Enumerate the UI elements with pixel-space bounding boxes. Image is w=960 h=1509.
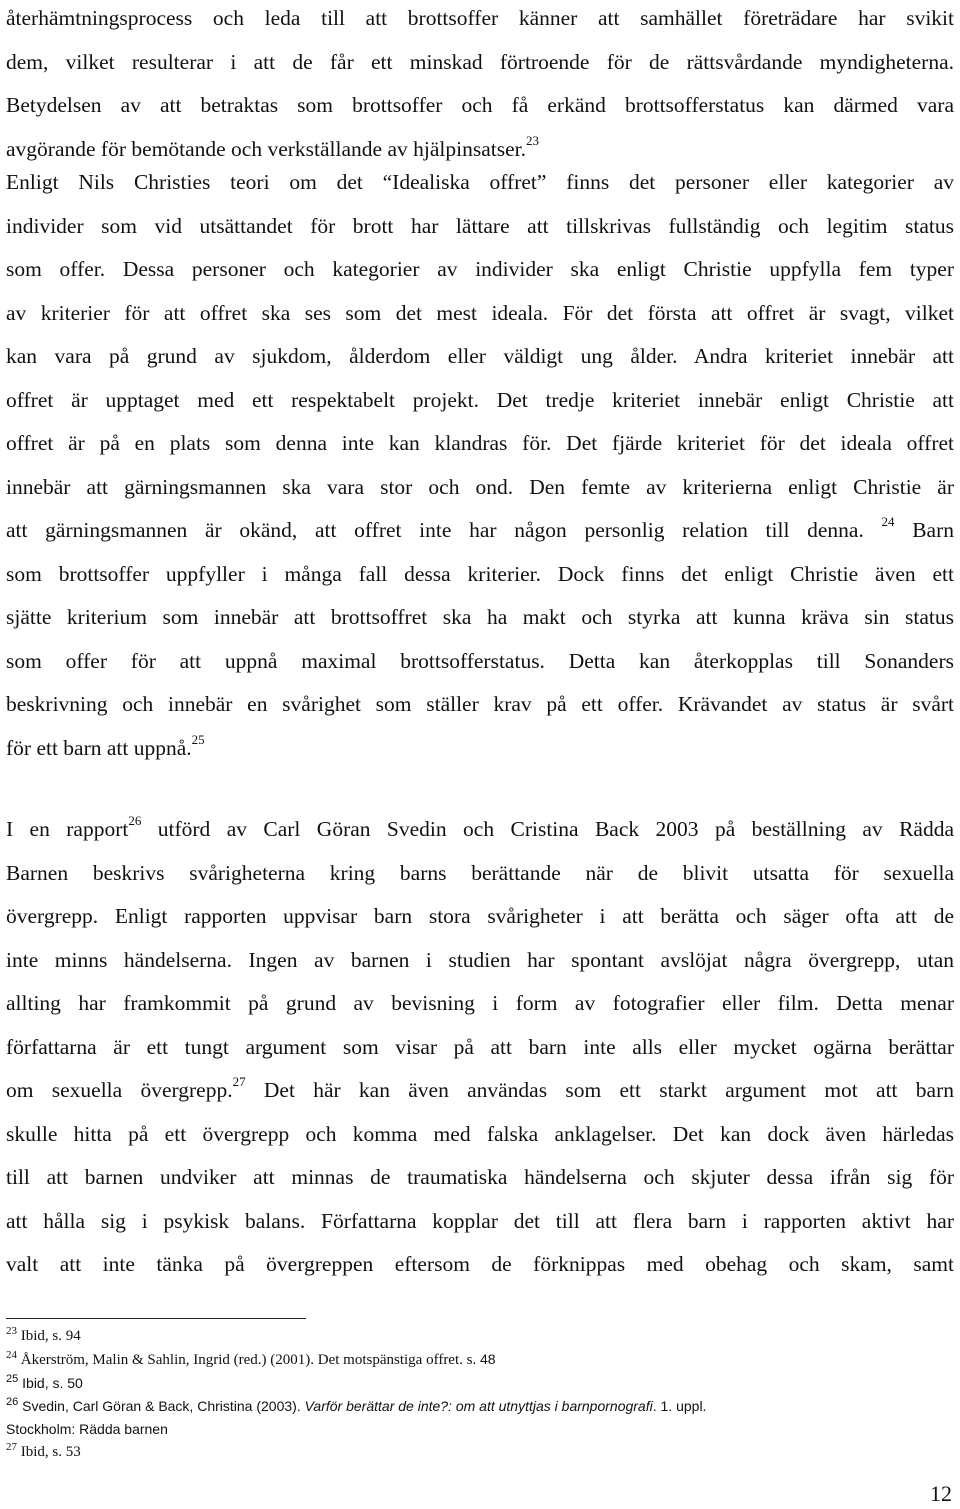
text-line: innebär att gärningsmannen ska vara stor och ond. Den femte av kriterierna enligt Christie är	[6, 474, 954, 499]
text-line: kan vara på grund av sjukdom, ålderdom eller väldigt ung ålder. Andra kriteriet innebär att	[6, 344, 954, 368]
text-line: dem, vilket resulterar i att de får ett minskad förtroende för de rättsvårdande myndigheterna.	[6, 49, 954, 74]
text-segment: Det här kan även användas som ett starkt argument mot att barn	[263, 1078, 955, 1102]
footnote-number: 27	[6, 1441, 17, 1453]
text-line	[6, 509, 954, 553]
page-number: 12	[930, 1481, 952, 1506]
footnote-23	[6, 1325, 954, 1348]
footnote-ref[interactable]: 27	[232, 1074, 246, 1089]
text-line	[6, 727, 954, 771]
text-segment: att gärningsmannen är okänd, att offret inte har någon personlig relation till denna.	[6, 518, 864, 542]
text-line: individer som vid utsättandet för brott har lättare att tillskrivas fullständig och legitim status	[6, 213, 954, 238]
text-line: som offer. Dessa personer och kategorier av individer ska enligt Christie uppfylla fem typer	[6, 257, 954, 281]
footnote-number: 25	[6, 1373, 19, 1385]
text-line: till att barnen undviker att minnas de traumatiska händelserna och skjuter dessa ifrån sig för	[6, 1165, 954, 1189]
text-segment: Barn	[912, 518, 954, 542]
text-line: Betydelsen av att betraktas som brottsoffer och få erkänd brottsofferstatus kan därmed vara	[6, 93, 954, 117]
text-line: författarna är ett tungt argument som visar på att barn inte alls eller mycket ogärna berättar	[6, 1034, 954, 1059]
text-line: att hålla sig i psykisk balans. Författarna kopplar det till att flera barn i rapporten aktivt har	[6, 1208, 954, 1233]
text-line: sjätte kriterium som innebär att brottsoffret ska ha makt och styrka att kunna kräva sin status	[6, 605, 954, 629]
paragraph-1	[6, 0, 954, 171]
paragraph-3	[6, 808, 954, 1287]
footnote-text: Ibid, s. 53	[20, 1444, 81, 1460]
footnote-26-continued: Stockholm: Rädda barnen	[6, 1421, 168, 1437]
text-line: offret är på en plats som denna inte kan klandras för. Det fjärde kriteriet för det ideala offret	[6, 431, 954, 455]
paragraph-2	[6, 161, 954, 770]
text-line: Enligt Nils Christies teori om det “Idealiska offret” finns det personer eller kategorier av	[6, 170, 954, 194]
text-segment: I en rapport	[6, 817, 129, 841]
footnote-number: 24	[6, 1349, 17, 1361]
footnote-number: 26	[6, 1396, 19, 1408]
footnote-number: 23	[6, 1325, 17, 1337]
footnote-text: Ibid, s. 50	[22, 1375, 83, 1391]
footnote-26	[6, 1395, 954, 1418]
text-line: Barnen beskrivs svårigheterna kring barns berättande när de blivit utsatta för sexuella	[6, 860, 954, 885]
text-line: återhämtningsprocess och leda till att brottsoffer känner att samhället företrädare har svikit	[6, 6, 954, 30]
footnote-text: 48	[479, 1351, 496, 1367]
text-line: som offer för att uppnå maximal brottsofferstatus. Detta kan återkopplas till Sonanders	[6, 648, 954, 673]
text-line: beskrivning och innebär en svårighet som ställer krav på ett offer. Krävandet av status är svårt	[6, 692, 954, 716]
text-line: skulle hitta på ett övergrepp och komma med falska anklagelser. Det kan dock även härledas	[6, 1121, 954, 1146]
text-segment: utförd av Carl Göran Svedin och Cristina Back 2003 på beställning av Rädda	[157, 817, 954, 841]
footnote-ref[interactable]: 24	[881, 514, 895, 529]
footnote-separator	[6, 1318, 306, 1319]
text-line: offret är upptaget med ett respektabelt projekt. Det tredje kriteriet innebär enligt Christie att	[6, 387, 954, 412]
footnote-ref[interactable]: 25	[191, 731, 205, 747]
footnote-25	[6, 1372, 954, 1395]
footnote-text: Ibid, s. 94	[20, 1328, 81, 1344]
footnote-text: . 1. uppl.	[652, 1398, 707, 1414]
footnote-ref[interactable]: 23	[526, 132, 539, 148]
text-segment: avgörande för bemötande och verkställande av hjälpinsatser.	[6, 136, 526, 161]
text-line: inte minns händelserna. Ingen av barnen i studien har spontant avslöjat några övergrepp, utan	[6, 947, 954, 972]
footnote-text: Svedin, Carl Göran & Back, Christina (2003).	[22, 1398, 301, 1414]
footnote-text: Åkerström, Malin & Sahlin, Ingrid (red.) (2001). Det motspänstiga offret. s.	[20, 1352, 477, 1368]
footnotes	[6, 1325, 954, 1464]
text-segment: för ett barn att uppnå.	[6, 735, 192, 760]
text-line: valt att inte tänka på övergreppen eftersom de förknippas med obehag och skam, samt	[6, 1252, 954, 1276]
text-line: allting har framkommit på grund av bevisning i form av fotografier eller film. Detta menar	[6, 991, 954, 1015]
text-segment: om sexuella övergrepp.	[6, 1078, 233, 1102]
footnote-title: Varför berättar de inte?: om att utnyttjas i barnpornografi	[304, 1398, 653, 1414]
footnote-27	[6, 1441, 954, 1464]
footnote-ref[interactable]: 26	[128, 813, 142, 828]
text-line: av kriterier för att offret ska ses som det mest ideala. För det första att offret är svagt, vilket	[6, 300, 954, 325]
footnote-24	[6, 1348, 954, 1372]
text-line: övergrepp. Enligt rapporten uppvisar barn stora svårigheter i att berätta och säger ofta att de	[6, 904, 954, 928]
text-line	[6, 808, 954, 852]
text-line: som brottsoffer uppfyller i många fall dessa kriterier. Dock finns det enligt Christie även ett	[6, 561, 954, 586]
text-line	[6, 1069, 954, 1113]
